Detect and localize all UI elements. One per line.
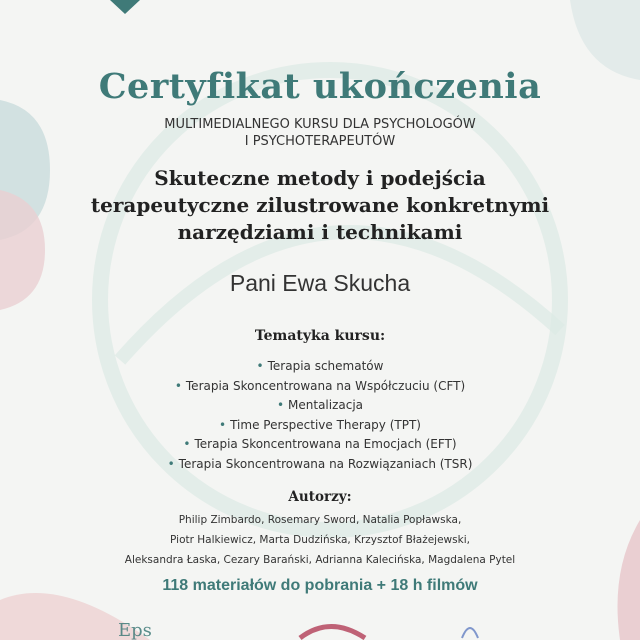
authors-line: Piotr Halkiewicz, Marta Dudzińska, Krzysztof Błażejewski, — [170, 534, 470, 546]
authors-heading: Autorzy: — [288, 489, 352, 505]
certificate-subtitle — [0, 116, 640, 150]
subtitle-line: MULTIMEDIALNEGO KURSU DLA PSYCHOLOGÓW — [164, 117, 476, 132]
diamond-icon — [110, 0, 140, 14]
bullet-icon: • — [219, 417, 227, 432]
course-title-line: terapeutyczne zilustrowane konkretnymi — [90, 193, 550, 217]
materials-summary: 118 materiałów do pobrania + 18 h filmów — [162, 577, 478, 594]
bullet-icon: • — [276, 398, 285, 412]
topics-list — [0, 357, 640, 474]
topic-item: • Terapia Skoncentrowana na Współczuciu (CFT) — [174, 378, 466, 393]
topic-item: • Mentalizacja — [276, 398, 364, 412]
topic-item: • Terapia Skoncentrowana na Emocjach (EFT) — [183, 437, 457, 451]
topics-heading: Tematyka kursu: — [254, 328, 386, 344]
topic-item: • Time Perspective Therapy (TPT) — [219, 417, 421, 432]
svg-text:Eps: Eps — [118, 620, 152, 640]
recipient-name: Pani Ewa Skucha — [229, 270, 411, 296]
topic-item: • Terapia schematów — [256, 359, 384, 373]
footer-logos — [118, 620, 478, 640]
authors-line: Aleksandra Łaska, Cezary Barański, Adrianna Kalecińska, Magdalena Pytel — [124, 554, 516, 566]
bullet-icon: • — [183, 437, 191, 451]
bullet-icon: • — [167, 456, 175, 471]
authors-list — [0, 510, 640, 570]
subtitle-line: I PSYCHOTERAPEUTÓW — [244, 134, 396, 149]
authors-line: Philip Zimbardo, Rosemary Sword, Natalia Popławska, — [178, 514, 462, 526]
topic-item: • Terapia Skoncentrowana na Rozwiązaniach (TSR) — [167, 456, 473, 471]
course-title-line: narzędziami i technikami — [177, 220, 463, 244]
bullet-icon: • — [256, 359, 264, 373]
bullet-icon: • — [174, 378, 182, 393]
certificate-title: Certyfikat ukończenia — [98, 66, 542, 107]
course-title-line: Skuteczne metody i podejścia — [154, 166, 486, 190]
course-title — [0, 165, 640, 246]
